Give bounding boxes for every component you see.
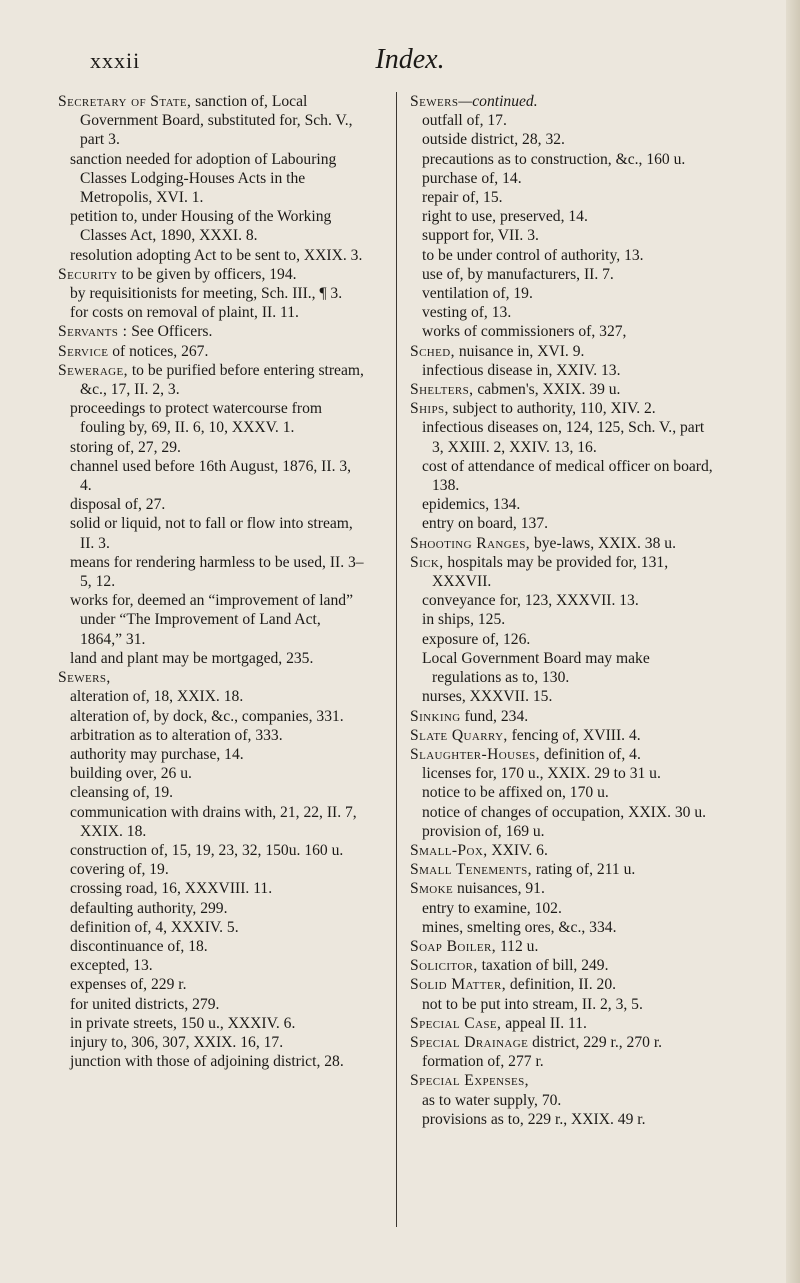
index-reference-text: XXIV. 6. [487,841,548,859]
index-term: Service [58,342,109,360]
index-reference-text: resolution adopting Act to be sent to, XXIX. 3. [70,246,363,264]
index-subentry [58,764,366,783]
index-subentry [410,150,718,169]
page-edge [786,0,800,1283]
index-subentry [410,918,718,937]
index-reference-text: cost of attendance of medical officer on board, 138. [422,457,713,495]
index-subentry [58,495,366,514]
index-subentry [410,610,718,629]
index-reference-text: notice to be affixed on, 170 u. [422,784,609,802]
index-heading-entry [410,534,718,553]
index-reference-text: infectious diseases on, 124, 125, Sch. V., part 3, XXIII. 2, XXIV. 13, 16. [422,419,705,456]
index-reference-text: infectious disease in, XXIV. 13. [422,361,621,379]
index-subentry [410,803,718,822]
index-term: Servants : [58,323,128,341]
page-number: xxxii [90,48,141,73]
index-reference-text: hospitals may be provided for, 131, XXXVII. [432,553,669,591]
index-subentry [410,591,718,610]
index-term: Shelters, [410,381,474,399]
index-reference-text: disposal of, 27. [70,496,166,514]
index-term: Ships, [410,400,449,418]
index-reference-text: as to water supply, 70. [422,1091,562,1109]
index-subentry [410,284,718,303]
index-term: Small Tenements, [410,861,532,879]
right-index-column [410,92,718,1129]
index-subentry [410,457,718,495]
index-term: Sewerage, [58,361,128,379]
index-heading-entry [410,399,718,418]
index-term: Sched, [410,342,455,360]
index-reference-text: defaulting authority, 299. [70,899,228,917]
index-reference-text: use of, by manufacturers, II. 7. [422,265,614,283]
index-subentry [410,1091,718,1110]
index-reference-text: —continued. [458,93,538,110]
index-reference-text: outside district, 28, 32. [422,131,565,149]
index-reference-text: land and plant may be mortgaged, 235. [70,649,314,667]
index-subentry [58,399,366,437]
index-term: Slaughter-Houses, [410,745,540,763]
index-reference-text: nuisances, 91. [453,880,545,898]
index-subentry [410,322,718,341]
index-subentry [410,226,718,245]
index-reference-text: arbitration as to alteration of, 333. [70,726,283,744]
index-subentry [58,246,366,265]
index-heading-entry [410,841,718,860]
index-subentry [58,1014,366,1033]
index-term: Sewers, [58,669,111,687]
index-reference-text: repair of, 15. [422,189,503,207]
index-subentry [410,822,718,841]
index-reference-text: cleansing of, 19. [70,784,174,802]
index-reference-text: petition to, under Housing of the Working Classes Act, 1890, XXXI. 8. [70,208,332,245]
index-reference-text: to be under control of authority, 13. [422,246,644,264]
index-reference-text: conveyance for, 123, XXXVII. 13. [422,592,639,610]
index-reference-text: cabmen's, XXIX. 39 u. [473,381,621,399]
index-term: Shooting Ranges, [410,534,531,552]
index-reference-text: construction of, 15, 19, 23, 32, 150u. 160 u. [70,841,344,859]
index-term: Special Expenses, [410,1072,529,1090]
index-subentry [58,956,366,975]
index-reference-text: entry to examine, 102. [422,899,562,917]
index-reference-text: means for rendering harmless to be used, II. 3–5, 12. [70,553,364,591]
index-reference-text: covering of, 19. [70,861,169,879]
index-subentry [58,726,366,745]
index-reference-text: by requisitionists for meeting, Sch. III., ¶ 3. [70,285,343,303]
index-reference-text: channel used before 16th August, 1876, II. 3, 4. [70,457,352,495]
index-subentry [410,899,718,918]
index-reference-text: Local Government Board may make regulations as to, 130. [422,649,650,687]
index-subentry [410,764,718,783]
index-reference-text: appeal II. 11. [501,1014,587,1032]
index-reference-text: alteration of, by dock, &c., companies, 331. [70,707,344,725]
index-subentry [58,303,366,322]
index-heading-entry [410,92,718,111]
index-reference-text: authority may purchase, 14. [70,745,244,763]
index-subentry [58,553,366,591]
index-reference-text: building over, 26 u. [70,765,192,783]
index-term: Sinking [410,707,461,725]
index-reference-text: definition, II. 20. [506,976,617,994]
index-heading-entry [58,322,366,341]
index-subentry [410,1110,718,1129]
index-reference-text: solid or liquid, not to fall or flow into stream, II. 3. [70,515,353,552]
index-term: Special Case, [410,1014,502,1032]
index-subentry [58,207,366,245]
index-subentry [58,918,366,937]
index-term: Small-Pox, [410,841,488,859]
index-reference-text: See Officers. [127,323,213,341]
index-heading-entry [58,342,366,361]
left-index-column [58,92,366,1071]
index-heading-entry [410,975,718,994]
index-reference-text: definition of, 4, XXXIV. 5. [70,918,239,936]
index-reference-text: fencing of, XVIII. 4. [507,726,641,744]
index-reference-text: expenses of, 229 r. [70,976,187,994]
index-reference-text: for united districts, 279. [70,995,220,1013]
index-reference-text: support for, VII. 3. [422,227,539,245]
index-reference-text: works for, deemed an “improvement of land” under “The Improvement of Land Act, 1864,” 31. [70,592,353,648]
index-subentry [58,591,366,649]
index-subentry [410,169,718,188]
index-subentry [58,899,366,918]
index-reference-text: outfall of, 17. [422,112,507,130]
index-term: Sewers [410,93,459,110]
index-heading-entry [410,879,718,898]
index-reference-text: to be purified before entering stream, &c., 17, II. 2, 3. [80,361,364,399]
index-reference-text: works of commissioners of, 327, [422,323,627,341]
page-header [90,44,730,80]
index-subentry [58,783,366,802]
index-subentry [58,438,366,457]
index-reference-text: bye-laws, XXIX. 38 u. [530,534,676,552]
index-reference-text: district, 229 r., 270 r. [528,1033,663,1051]
index-subentry [58,150,366,208]
index-reference-text: entry on board, 137. [422,515,549,533]
index-heading-entry [58,668,366,687]
index-heading-entry [58,92,366,150]
index-subentry [58,995,366,1014]
index-reference-text: ventilation of, 19. [422,285,533,303]
index-subentry [58,745,366,764]
index-heading-entry [410,342,718,361]
index-heading-entry [410,553,718,591]
index-reference-text: proceedings to protect watercourse from fouling by, 69, II. 6, 10, XXXV. 1. [70,400,322,437]
index-reference-text: not to be put into stream, II. 2, 3, 5. [422,995,643,1013]
index-reference-text: to be given by officers, 194. [117,265,297,283]
index-subentry [58,841,366,860]
index-heading-entry [410,707,718,726]
index-reference-text: injury to, 306, 307, XXIX. 16, 17. [70,1033,284,1051]
index-reference-text: definition of, 4. [539,745,641,763]
index-reference-text: notice of changes of occupation, XXIX. 30 u. [422,803,707,821]
index-subentry [410,188,718,207]
index-reference-text: junction with those of adjoining district, 28. [70,1053,344,1071]
index-term: Solicitor, [410,957,478,975]
index-reference-text: in ships, 125. [422,611,506,629]
index-reference-text: sanction of, Local Government Board, substituted for, Sch. V., part 3. [80,93,353,149]
index-heading-entry [410,745,718,764]
index-subentry [58,284,366,303]
index-reference-text: excepted, 13. [70,957,153,975]
index-term: Slate Quarry, [410,726,508,744]
running-title: Index. [375,44,445,75]
index-heading-entry [410,380,718,399]
index-subentry [410,111,718,130]
index-subentry [58,860,366,879]
index-reference-text: of notices, 267. [108,342,209,360]
index-subentry [58,975,366,994]
index-reference-text: taxation of bill, 249. [477,957,609,975]
index-reference-text: fund, 234. [460,707,529,725]
index-term: Smoke [410,880,454,898]
index-subentry [58,707,366,726]
index-subentry [410,1052,718,1071]
index-subentry [410,649,718,687]
index-reference-text: communication with drains with, 21, 22, II. 7, XXIX. 18. [70,803,357,840]
index-subentry [410,361,718,380]
index-reference-text: 112 u. [496,937,539,955]
index-term: Security [58,265,118,283]
index-subentry [58,687,366,706]
index-heading-entry [410,726,718,745]
index-subentry [410,265,718,284]
index-reference-text: epidemics, 134. [422,496,521,514]
index-heading-entry [58,361,366,399]
index-subentry [58,879,366,898]
index-heading-entry [410,1033,718,1052]
index-subentry [410,630,718,649]
index-term: Solid Matter, [410,976,507,994]
index-subentry [58,1033,366,1052]
index-subentry [410,783,718,802]
index-reference-text: exposure of, 126. [422,630,531,648]
index-subentry [410,687,718,706]
index-reference-text: nuisance in, XVI. 9. [454,342,585,360]
index-reference-text: mines, smelting ores, &c., 334. [422,918,617,936]
index-reference-text: for costs on removal of plaint, II. 11. [70,304,299,322]
index-subentry [410,246,718,265]
index-term: Sick, [410,553,444,571]
index-reference-text: crossing road, 16, XXXVIII. 11. [70,880,273,898]
index-subentry [410,514,718,533]
index-reference-text: in private streets, 150 u., XXXIV. 6. [70,1014,296,1032]
index-subentry [410,130,718,149]
index-subentry [58,803,366,841]
index-term: Special Drainage [410,1033,529,1051]
index-reference-text: sanction needed for adoption of Labouring Classes Lodging-Houses Acts in the Metropolis, XVI. 1. [70,150,337,207]
index-heading-entry [410,1071,718,1090]
index-reference-text: storing of, 27, 29. [70,438,181,456]
index-subentry [58,457,366,495]
index-subentry [58,649,366,668]
index-heading-entry [410,956,718,975]
index-heading-entry [58,265,366,284]
index-reference-text: nurses, XXXVII. 15. [422,688,553,706]
index-reference-text: precautions as to construction, &c., 160 u. [422,150,686,168]
index-reference-text: rating of, 211 u. [531,861,636,879]
index-reference-text: alteration of, 18, XXIX. 18. [70,688,244,706]
index-reference-text: subject to authority, 110, XIV. 2. [448,400,656,418]
index-subentry [58,1052,366,1071]
index-heading-entry [410,1014,718,1033]
index-reference-text: provision of, 169 u. [422,822,545,840]
index-heading-entry [410,860,718,879]
column-divider [396,92,397,1227]
index-subentry [410,303,718,322]
index-reference-text: discontinuance of, 18. [70,937,208,955]
index-subentry [410,495,718,514]
index-reference-text: formation of, 277 r. [422,1053,544,1071]
index-subentry [410,995,718,1014]
index-heading-entry [410,937,718,956]
index-subentry [410,207,718,226]
index-reference-text: right to use, preserved, 14. [422,208,588,226]
index-subentry [410,418,718,456]
index-reference-text: vesting of, 13. [422,304,512,322]
index-subentry [58,937,366,956]
index-reference-text: licenses for, 170 u., XXIX. 29 to 31 u. [422,765,661,783]
index-term: Soap Boiler, [410,937,497,955]
index-reference-text: provisions as to, 229 r., XXIX. 49 r. [422,1110,646,1128]
index-reference-text: purchase of, 14. [422,169,522,187]
index-subentry [58,514,366,552]
index-term: Secretary of State, [58,93,192,110]
